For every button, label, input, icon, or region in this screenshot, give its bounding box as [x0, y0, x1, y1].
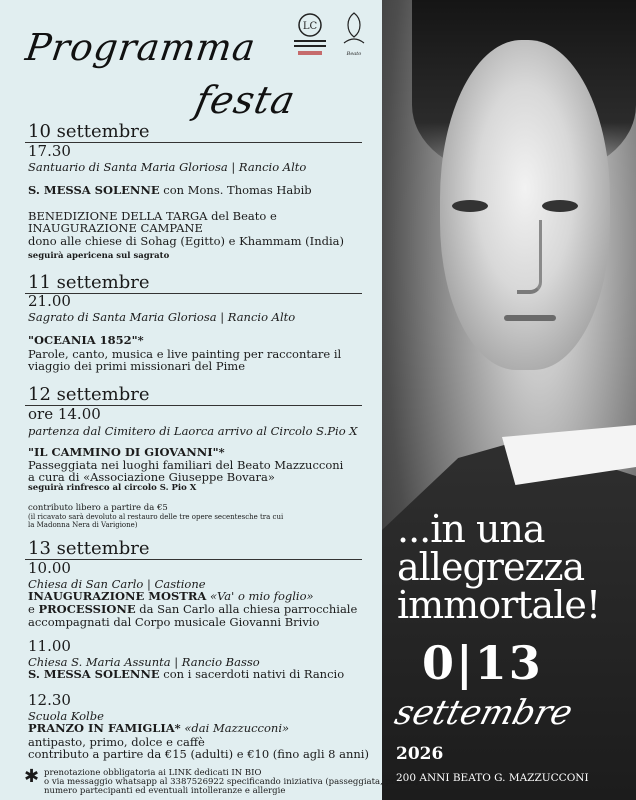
tagline: ...in una allegrezza immortale! [397, 507, 601, 627]
divider [25, 559, 362, 560]
day4-event2-time: 11.00 [28, 637, 71, 655]
year-label: 2026 [396, 744, 444, 764]
day3-date: 12 settembre [28, 384, 150, 405]
day2-event-desc: Parole, canto, musica e live painting per raccontare il viaggio dei primi missionari del Pime [28, 347, 342, 373]
day2-time: 21.00 [28, 292, 71, 310]
date-range: 0|13 [422, 636, 543, 690]
day4-event2-place: Chiesa S. Maria Assunta | Rancio Basso [28, 655, 260, 669]
day4-event3-time: 12.30 [28, 691, 71, 709]
day1-event2: BENEDIZIONE DELLA TARGA del Beato e [28, 209, 277, 223]
title-festa: festa [191, 78, 300, 122]
portrait-mouth [504, 315, 556, 321]
svg-text:LC: LC [302, 21, 318, 32]
divider [25, 293, 362, 294]
day1-place: Santuario di Santa Maria Gloriosa | Rancio Alto [28, 160, 307, 174]
day3-note: seguirà rinfresco al circolo S. Pio X [28, 483, 197, 493]
month-label: settembre [390, 693, 577, 733]
day4-event2-line1: S. MESSA SOLENNE con i sacerdoti nativi di Rancio [28, 667, 345, 681]
day2-date: 11 settembre [28, 272, 150, 293]
day3-event-desc: Passeggiata nei luoghi familiari del Beato Mazzucconi a cura di «Associazione Giuseppe Bovara» [28, 458, 344, 484]
anniversary-label: 200 ANNI BEATO G. MAZZUCCONI [396, 772, 589, 784]
day3-time: ore 14.00 [28, 405, 101, 423]
day1-date: 10 settembre [28, 121, 150, 142]
portrait-nose [517, 220, 542, 294]
day3-contrib: contributo libero a partire da €5 [28, 503, 168, 513]
day3-contrib-note: (il ricavato sarà devoluto al restauro delle tre opere secentesche tra cui la Madonna Nera di Varigione) [28, 513, 284, 529]
day4-event3-place: Scuola Kolbe [28, 709, 104, 723]
title-programma: Programma [22, 26, 259, 69]
asterisk-icon: ✱ [24, 766, 40, 787]
day2-event-title: "OCEANIA 1852"* [28, 333, 144, 347]
portrait-right-eye [542, 200, 578, 212]
day4-event1-line1: INAUGURAZIONE MOSTRA «Va' o mio foglio» [28, 589, 314, 603]
svg-text:Beato: Beato [346, 51, 362, 57]
parish-logo [290, 9, 330, 59]
day4-date: 13 settembre [28, 538, 150, 559]
day4-event3-line2: antipasto, primo, dolce e caffè [28, 735, 205, 749]
day1-event2-line2: INAUGURAZIONE CAMPANE [28, 221, 203, 235]
day3-event-title: "IL CAMMINO DI GIOVANNI"* [28, 445, 225, 459]
portrait-left-eye [452, 200, 488, 212]
day2-place: Sagrato di Santa Maria Gloriosa | Rancio Alto [28, 310, 296, 324]
day4-event3-line1: PRANZO IN FAMIGLIA* «dai Mazzucconi» [28, 721, 290, 735]
beato-logo [340, 9, 368, 59]
day1-event2-line3: dono alle chiese di Sohag (Egitto) e Khammam (India) [28, 234, 345, 248]
day3-place: partenza dal Cimitero di Laorca arrivo al Circolo S.Pio X [28, 424, 358, 438]
day1-event1: S. MESSA SOLENNE con Mons. Thomas Habib [28, 183, 312, 197]
day1-time: 17.30 [28, 142, 71, 160]
day1-note: seguirà apericena sul sagrato [28, 251, 170, 261]
day4-event1-place: Chiesa di San Carlo | Castione [28, 577, 206, 591]
footnote-text: prenotazione obbligatoria ai LINK dedicati IN BIO o via messaggio whatsapp al 3387526922 specificando iniziativa (passeggiata, pranzo) numero partecipanti ed eventuali intolleranze e allergie [44, 768, 419, 796]
day4-event1-line2: e PROCESSIONE da San Carlo alla chiesa parrocchiale [28, 602, 358, 616]
day4-event3-line3: contributo a partire da €15 (adulti) e €10 (fino agli 8 anni) [28, 747, 369, 761]
day4-event1-line3: accompagnati dal Corpo musicale Giovanni Brivio [28, 615, 320, 629]
divider [25, 142, 362, 143]
day4-event1-time: 10.00 [28, 559, 71, 577]
